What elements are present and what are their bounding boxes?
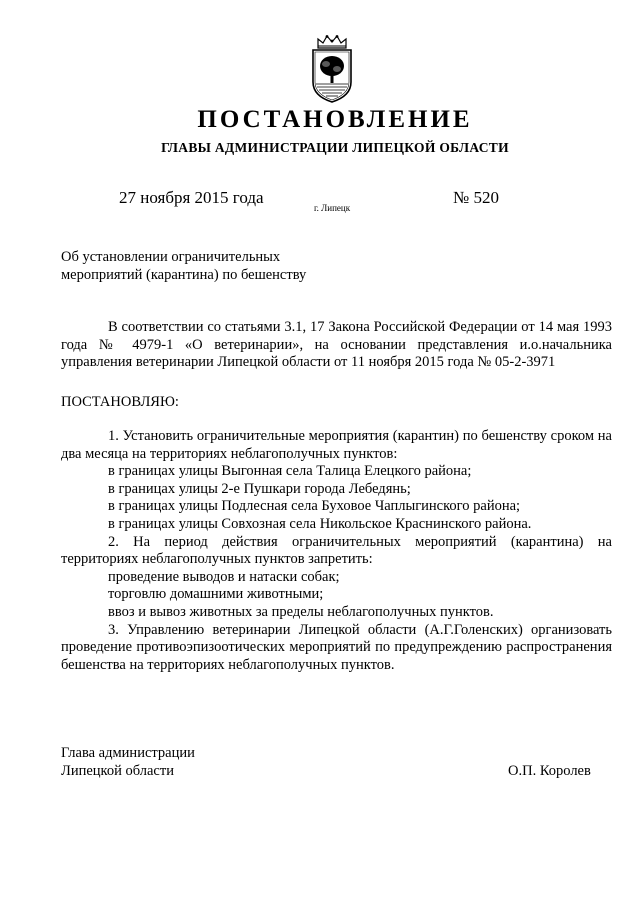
- signer-position: [61, 745, 195, 780]
- document-date: 27 ноября 2015 года: [119, 188, 264, 207]
- coat-of-arms-icon: [306, 34, 358, 104]
- signer-name: О.П. Королев: [508, 763, 591, 779]
- decree-items: [61, 428, 612, 674]
- item-1-location-4: в границах улицы Совхозная села Никольское Краснинского района.: [108, 515, 532, 532]
- item-2-restriction-1: проведение выводов и натаски собак;: [108, 568, 340, 585]
- decree-heading: ПОСТАНОВЛЯЮ:: [61, 394, 179, 410]
- item-1-location-3: в границах улицы Подлесная села Буховое Чаплыгинского района;: [108, 498, 521, 515]
- item-2: 2. На период действия ограничительных мероприятий (карантина) на территориях неблагополучных пунктов запретить:: [61, 533, 612, 568]
- item-2-restriction-3: ввоз и вывоз животных за пределы неблагополучных пунктов.: [108, 603, 494, 620]
- signer-position-line-1: Глава администрации: [61, 745, 195, 761]
- document-number: № 520: [453, 188, 499, 207]
- item-2-restriction-2: торговлю домашними животными;: [108, 586, 324, 603]
- item-1: 1. Установить ограничительные мероприятия (карантин) по бешенству сроком на два месяца на территориях неблагополучных пунктов:: [61, 428, 612, 462]
- item-1-location-2: в границах улицы 2-е Пушкари города Лебедянь;: [108, 480, 411, 497]
- document-subtitle: ГЛАВЫ АДМИНИСТРАЦИИ ЛИПЕЦКОЙ ОБЛАСТИ: [161, 140, 509, 155]
- legal-basis-paragraph: В соответствии со статьями 3.1, 17 Закона Российской Федерации от 14 мая 1993 года № 4979-1 «О ветеринарии», на основании представления и.о.начальника управления ветеринарии Липецкой области от 11 ноября 2015 года № 05-2-3971: [61, 319, 612, 370]
- document-title: ПОСТАНОВЛЕНИЕ: [197, 106, 473, 133]
- item-3: 3. Управлению ветеринарии Липецкой области (А.Г.Голенских) организовать проведение противоэпизоотических мероприятий по предупреждению распространения бешенства на территориях неблагополучных пунктов.: [61, 621, 612, 673]
- subject-line-2: мероприятий (карантина) по бешенству: [61, 267, 307, 283]
- document-subject: [61, 248, 361, 284]
- document-city: г. Липецк: [314, 203, 351, 213]
- subject-line-1: Об установлении ограничительных: [61, 249, 281, 265]
- item-1-location-1: в границах улицы Выгонная села Талица Елецкого района;: [108, 463, 472, 480]
- signer-position-line-2: Липецкой области: [61, 762, 174, 779]
